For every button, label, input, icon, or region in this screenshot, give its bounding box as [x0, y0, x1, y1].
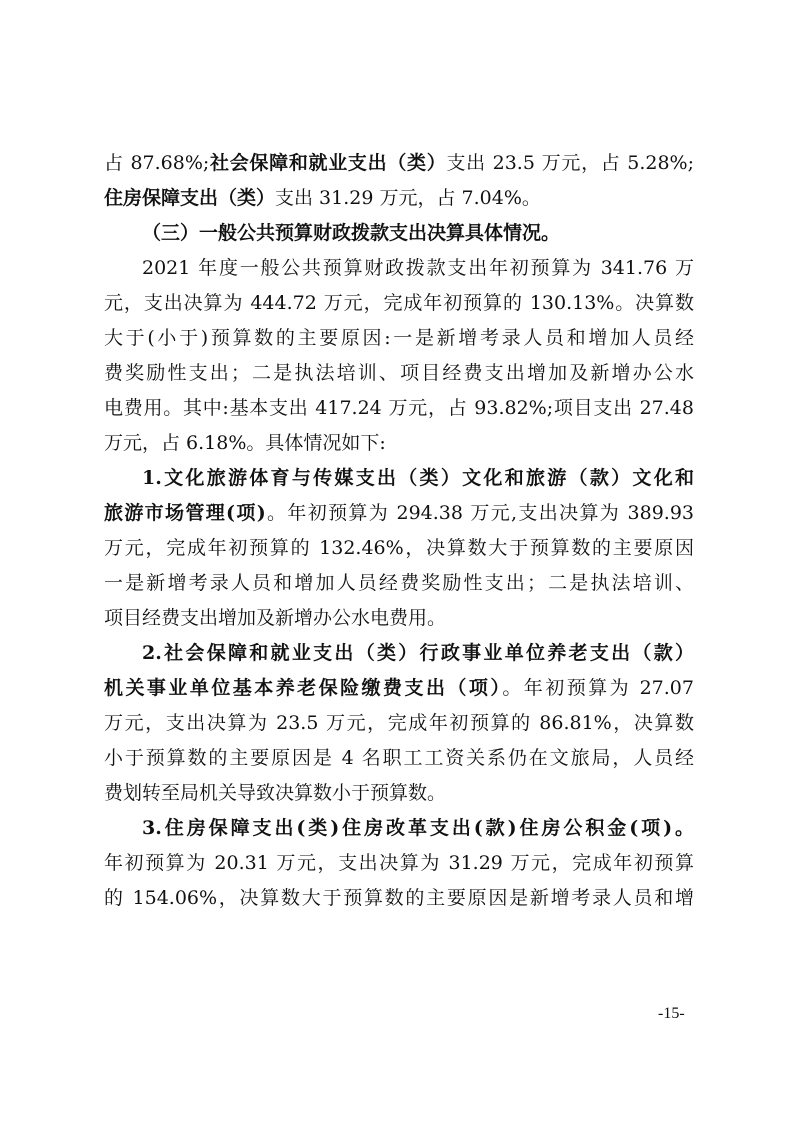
paragraph-line: 万元，完成年初预算的 132.46%，决算数大于预算数的主要原因	[104, 537, 694, 559]
item-heading: 2.社会保障和就业支出（类）行政事业单位养老支出（款）	[142, 642, 694, 664]
item-heading: 3.住房保障支出(类)住房改革支出(款)住房公积金(项)。	[142, 817, 694, 839]
paragraph-line: 年初预算为 20.31 万元，支出决算为 31.29 万元，完成年初预算	[104, 852, 694, 874]
paragraph-line: 元，支出决算为 444.72 万元，完成年初预算的 130.13%。决算数	[104, 292, 694, 314]
paragraph-line: 项目经费支出增加及新增办公水电费用。	[104, 607, 447, 629]
paragraph-line: 2021 年度一般公共预算财政拨款支出年初预算为 341.76 万	[142, 257, 694, 279]
paragraph-line: 机关事业单位基本养老保险缴费支出（项）。年初预算为 27.07	[104, 677, 694, 699]
paragraph-line: 一是新增考录人员和增加人员经费奖励性支出；二是执法培训、	[104, 572, 694, 594]
paragraph-line: 万元，支出决算为 23.5 万元，完成年初预算的 86.81%，决算数	[104, 712, 694, 734]
paragraph-line: 小于预算数的主要原因是 4 名职工工资关系仍在文旅局，人员经	[104, 747, 694, 769]
page-number: -15-	[658, 1005, 685, 1022]
paragraph-line: 费划转至局机关导致决算数小于预算数。	[104, 782, 447, 804]
text-line: 占 87.68%;社会保障和就业支出（类）支出 23.5 万元，占 5.28%;	[104, 152, 694, 174]
document-body	[104, 146, 694, 916]
paragraph-line: 电费用。其中:基本支出 417.24 万元，占 93.82%;项目支出 27.48	[104, 397, 694, 419]
item-heading: 1.文化旅游体育与传媒支出（类）文化和旅游（款）文化和	[142, 467, 694, 489]
paragraph-line: 的 154.06%，决算数大于预算数的主要原因是新增考录人员和增	[104, 887, 694, 909]
paragraph-line: 费奖励性支出；二是执法培训、项目经费支出增加及新增办公水	[104, 362, 694, 384]
paragraph-line: 万元，占 6.18%。具体情况如下:	[104, 432, 386, 454]
paragraph-line: 大于(小于)预算数的主要原因:一是新增考录人员和增加人员经	[104, 327, 694, 349]
text-line: 住房保障支出（类）支出 31.29 万元，占 7.04%。	[104, 187, 541, 209]
section-heading: （三）一般公共预算财政拨款支出决算具体情况。	[142, 222, 561, 244]
paragraph-line: 旅游市场管理(项)。年初预算为 294.38 万元,支出决算为 389.93	[104, 502, 694, 524]
